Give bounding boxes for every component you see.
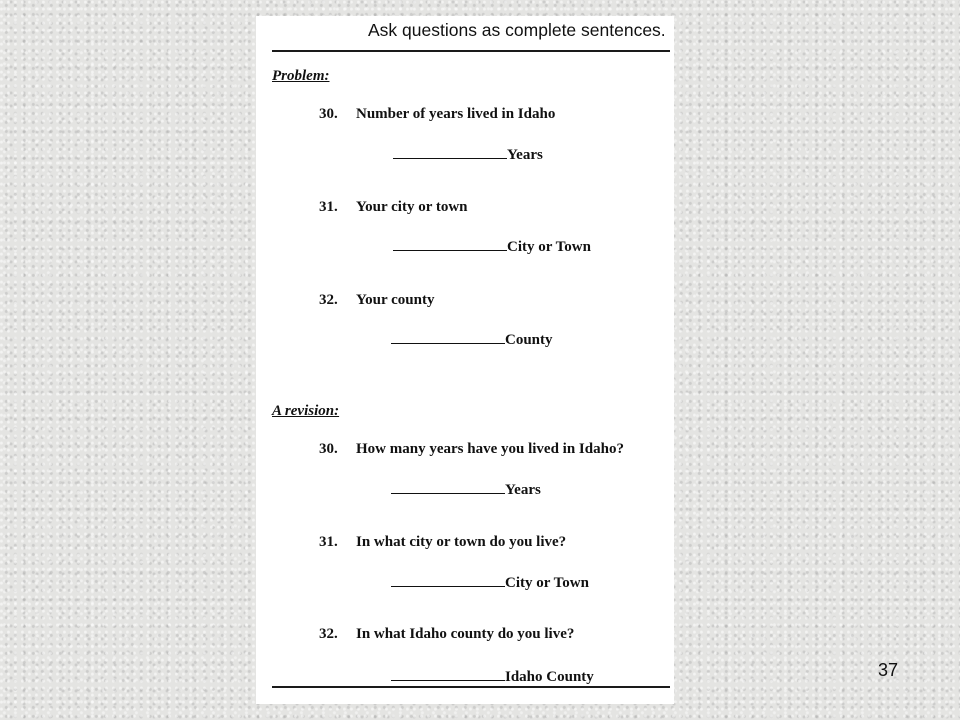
revision-question-31: [319, 534, 566, 551]
answer-unit: Years: [507, 147, 543, 163]
problem-label: Problem:: [272, 68, 330, 84]
bottom-rule: [272, 686, 670, 688]
answer-blank: [391, 572, 505, 587]
question-text: Your county: [356, 292, 435, 308]
question-number: 32.: [319, 626, 338, 642]
problem-answer-31: [393, 236, 591, 256]
page-heading: Ask questions as complete sentences.: [368, 20, 666, 40]
question-number: 30.: [319, 441, 338, 457]
revision-label: A revision:: [272, 403, 340, 419]
answer-unit: Idaho County: [505, 669, 594, 685]
answer-unit: City or Town: [505, 575, 589, 591]
answer-blank: [393, 144, 507, 159]
problem-question-30: [319, 106, 555, 123]
question-text: Your city or town: [356, 199, 468, 215]
question-text: In what Idaho county do you live?: [356, 626, 575, 642]
answer-blank: [393, 236, 507, 251]
question-number: 31.: [319, 199, 338, 215]
question-number: 31.: [319, 534, 338, 550]
answer-blank: [391, 329, 505, 344]
problem-question-31: [319, 199, 468, 216]
question-number: 32.: [319, 292, 338, 308]
question-number: 30.: [319, 106, 338, 122]
revision-answer-32: [391, 666, 594, 686]
slide-number: 37: [878, 660, 899, 680]
problem-answer-32: [391, 329, 553, 349]
problem-answer-30: [393, 144, 543, 164]
revision-question-30: [319, 441, 624, 458]
answer-unit: Years: [505, 482, 541, 498]
answer-blank: [391, 666, 505, 681]
document-page: [256, 16, 674, 704]
problem-question-32: [319, 292, 435, 309]
top-rule: [272, 50, 670, 52]
revision-question-32: [319, 626, 574, 643]
question-text: Number of years lived in Idaho: [356, 106, 556, 122]
question-text: How many years have you lived in Idaho?: [356, 441, 624, 457]
revision-answer-31: [391, 572, 589, 592]
answer-unit: County: [505, 332, 553, 348]
answer-blank: [391, 479, 505, 494]
revision-answer-30: [391, 479, 541, 499]
answer-unit: City or Town: [507, 239, 591, 255]
question-text: In what city or town do you live?: [356, 534, 567, 550]
